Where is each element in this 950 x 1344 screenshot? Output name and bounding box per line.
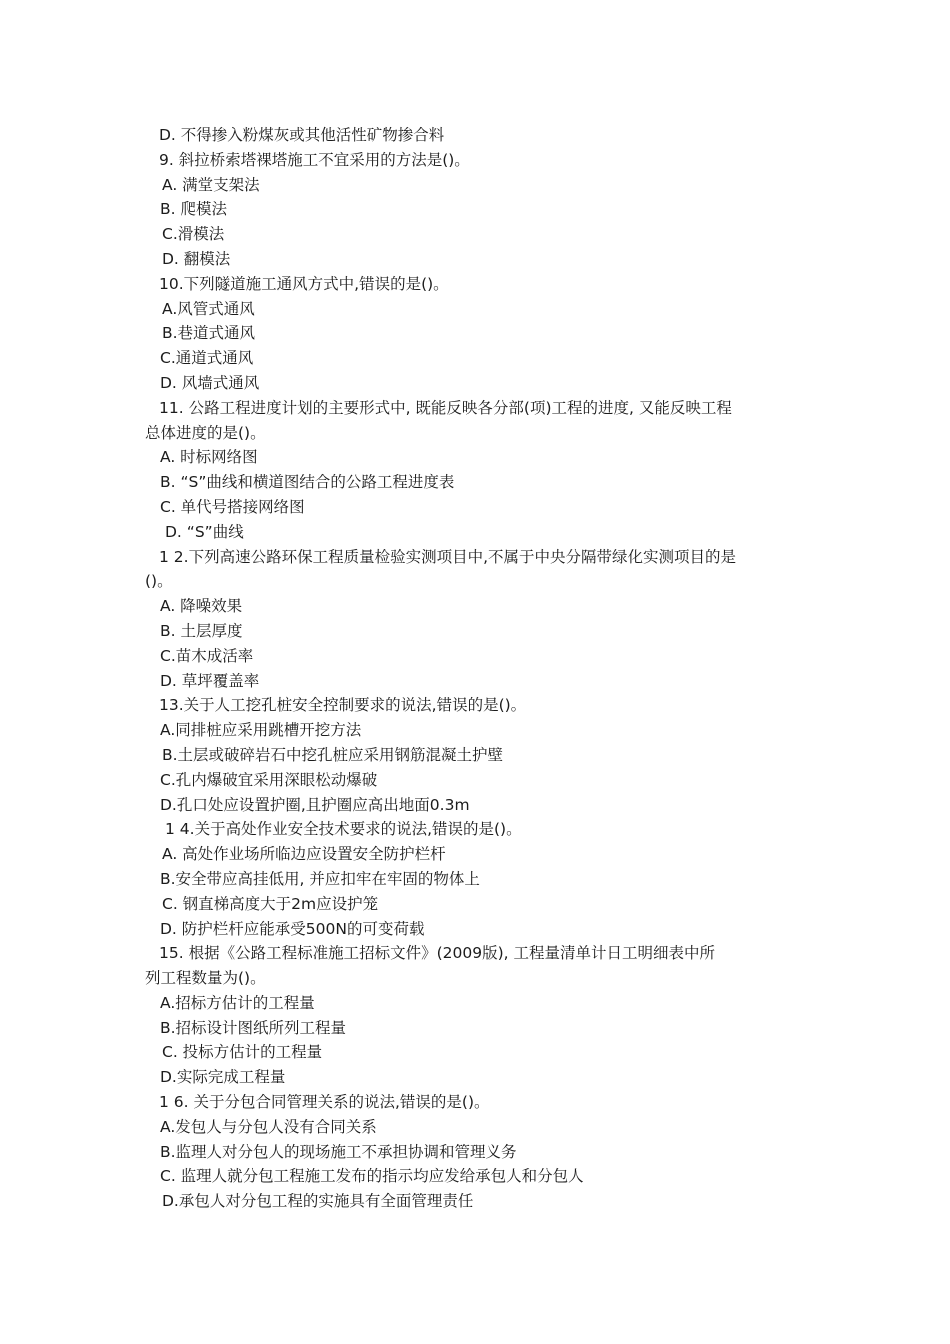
q9-option-a: A. 满堂支架法 <box>162 175 260 194</box>
q12-option-a: A. 降噪效果 <box>160 597 243 616</box>
q13-option-b: B.土层或破碎岩石中挖孔桩应采用钢筋混凝土护壁 <box>162 745 504 764</box>
q15-option-a: A.招标方估计的工程量 <box>160 993 315 1012</box>
q11-option-a: A. 时标网络图 <box>160 448 258 467</box>
q14-stem: 1 4.关于高处作业安全技术要求的说法,错误的是()。 <box>165 820 522 839</box>
q11-stem-cont: 总体进度的是()。 <box>145 423 266 442</box>
q12-option-c: C.苗木成活率 <box>160 646 254 665</box>
q11-option-c: C. 单代号搭接网络图 <box>160 497 305 516</box>
q15-stem-cont: 列工程数量为()。 <box>145 969 266 988</box>
q13-option-d: D.孔口处应设置护圈,且护圈应高出地面0.3m <box>160 795 470 814</box>
q9-option-b: B. 爬模法 <box>160 200 227 219</box>
q10-option-c: C.通道式通风 <box>160 349 254 368</box>
q14-option-a: A. 高处作业场所临边应设置安全防护栏杆 <box>162 845 446 864</box>
q16-stem: 1 6. 关于分包合同管理关系的说法,错误的是()。 <box>159 1093 490 1112</box>
q15-option-c: C. 投标方估计的工程量 <box>162 1043 323 1062</box>
q12-option-d: D. 草坪覆盖率 <box>160 671 260 690</box>
q10-stem: 10.下列隧道施工通风方式中,错误的是()。 <box>159 274 449 293</box>
q15-option-b: B.招标设计图纸所列工程量 <box>160 1018 347 1037</box>
q9-option-c: C.滑模法 <box>162 225 225 244</box>
q11-stem: 11. 公路工程进度计划的主要形式中, 既能反映各分部(项)工程的进度, 又能反映工程 <box>159 398 732 417</box>
q15-stem: 15. 根据《公路工程标准施工招标文件》(2009版), 工程量清单计日工明细表中所 <box>159 944 715 963</box>
q13-option-c: C.孔内爆破宜采用深眼松动爆破 <box>160 770 378 789</box>
q10-option-b: B.巷道式通风 <box>162 324 256 343</box>
q10-option-a: A.风管式通风 <box>162 299 255 318</box>
q12-stem-cont: ()。 <box>145 572 173 591</box>
q16-option-a: A.发包人与分包人没有合同关系 <box>160 1117 377 1136</box>
q11-option-b: B. “S”曲线和横道图结合的公路工程进度表 <box>160 473 455 492</box>
q9-stem: 9. 斜拉桥索塔裸塔施工不宜采用的方法是()。 <box>159 150 470 169</box>
q13-stem: 13.关于人工挖孔桩安全控制要求的说法,错误的是()。 <box>159 696 527 715</box>
q8-option-d: D. 不得掺入粉煤灰或其他活性矿物掺合料 <box>159 126 445 144</box>
q14-option-d: D. 防护栏杆应能承受500N的可变荷载 <box>160 919 425 938</box>
q16-option-c: C. 监理人就分包工程施工发布的指示均应发给承包人和分包人 <box>160 1167 584 1186</box>
q12-option-b: B. 土层厚度 <box>160 621 243 640</box>
q16-option-b: B.监理人对分包人的现场施工不承担协调和管理义务 <box>160 1142 517 1161</box>
q12-stem: 1 2.下列高速公路环保工程质量检验实测项目中,不属于中央分隔带绿化实测项目的是 <box>159 547 737 566</box>
q15-option-d: D.实际完成工程量 <box>160 1068 286 1087</box>
q14-option-b: B.安全带应高挂低用, 并应扣牢在牢固的物体上 <box>160 869 480 888</box>
q10-option-d: D. 风墙式通风 <box>160 373 260 392</box>
q11-option-d: D. “S”曲线 <box>165 522 244 541</box>
q9-option-d: D. 翻模法 <box>162 249 231 268</box>
q14-option-c: C. 钢直梯高度大于2m应设护笼 <box>162 894 379 913</box>
q13-option-a: A.同排桩应采用跳槽开挖方法 <box>160 721 362 740</box>
document-body <box>0 123 950 1214</box>
q16-option-d: D.承包人对分包工程的实施具有全面管理责任 <box>162 1192 474 1211</box>
